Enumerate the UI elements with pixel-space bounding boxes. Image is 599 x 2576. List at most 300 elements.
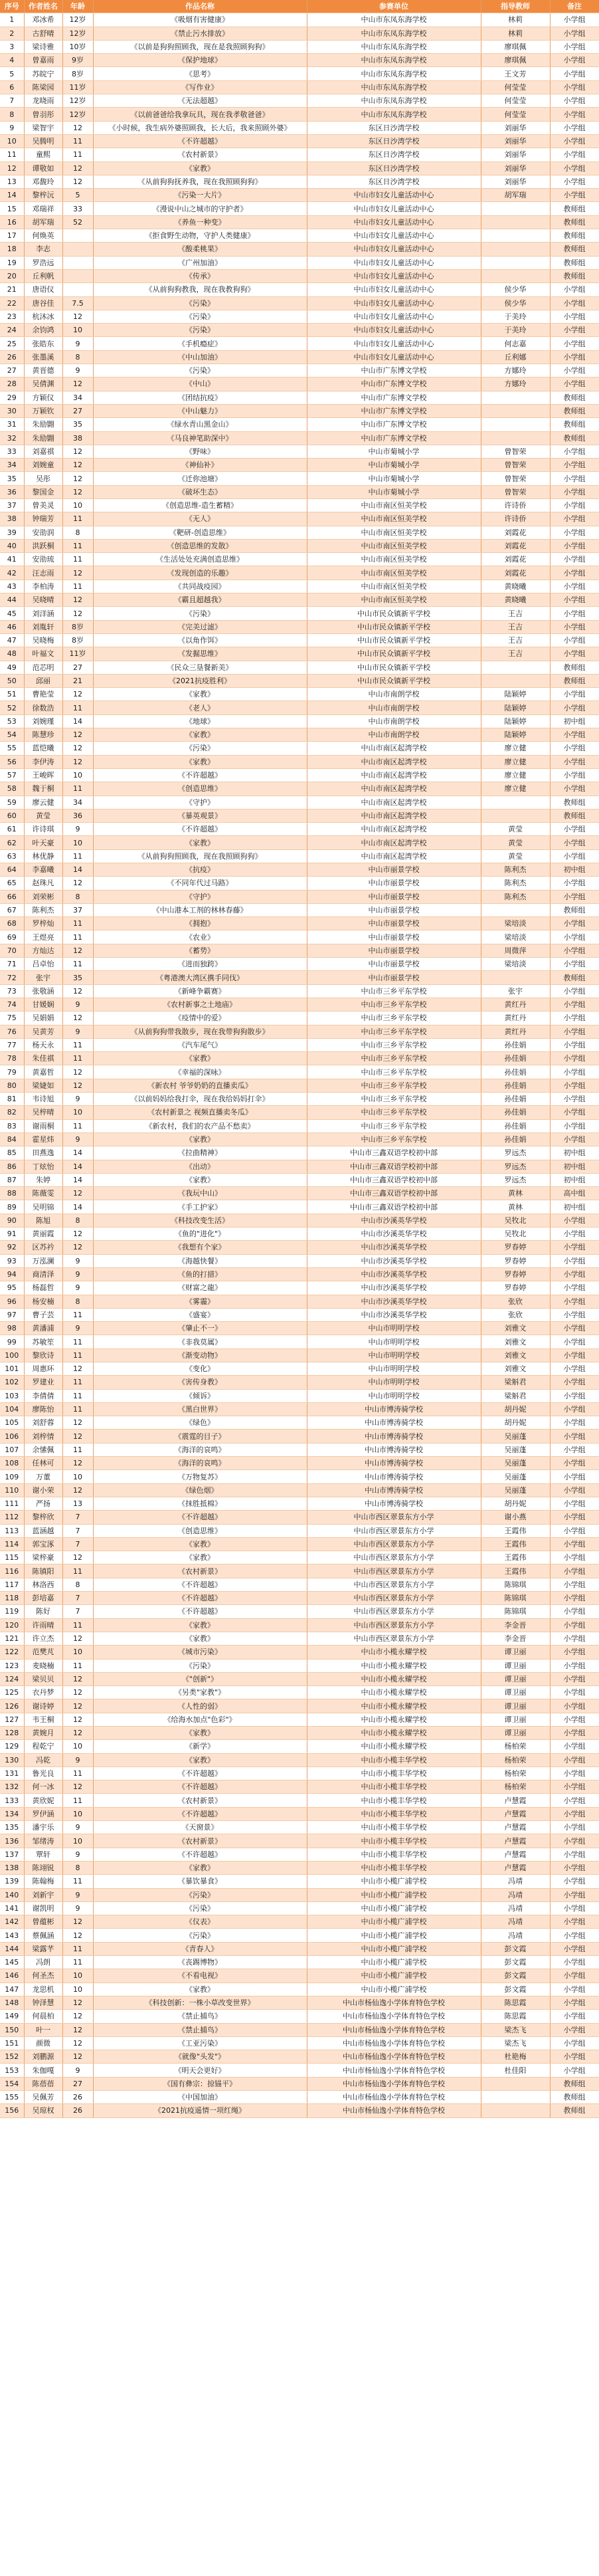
cell-index: 29 <box>0 391 24 404</box>
cell-age: 12 <box>62 593 93 607</box>
cell-age: 9 <box>62 2064 93 2077</box>
cell-teacher: 王霞伟 <box>481 1537 550 1551</box>
cell-author: 廖云健 <box>24 796 62 809</box>
cell-teacher <box>481 215 550 229</box>
cell-index: 141 <box>0 1901 24 1915</box>
cell-teacher: 胡丹妮 <box>481 1416 550 1430</box>
cell-author: 何圣杰 <box>24 1969 62 1983</box>
cell-teacher: 陆颖婷 <box>481 714 550 728</box>
cell-title: 《不许超越》 <box>93 1767 307 1780</box>
table-row <box>0 1281 599 1295</box>
cell-author: 韦诗旭 <box>24 1093 62 1106</box>
cell-age: 37 <box>62 903 93 916</box>
cell-title: 《家教》 <box>93 1632 307 1645</box>
cell-teacher <box>481 971 550 984</box>
cell-title: 《中山》 <box>93 377 307 391</box>
cell-index: 107 <box>0 1443 24 1456</box>
cell-school: 中山市南区恒美学校 <box>307 512 481 526</box>
cell-age: 9 <box>62 337 93 350</box>
cell-age: 8 <box>62 1295 93 1308</box>
cell-school: 中山市西区翠景东方小学 <box>307 1578 481 1591</box>
cell-age: 11 <box>62 539 93 552</box>
cell-note: 小学组 <box>550 1646 599 1659</box>
cell-index: 34 <box>0 459 24 472</box>
cell-teacher: 王文芳 <box>481 67 550 80</box>
table-row <box>0 1389 599 1402</box>
cell-age: 9 <box>62 1888 93 1901</box>
cell-school: 中山市东凤东海学校 <box>307 54 481 67</box>
cell-teacher: 冯靖 <box>481 1901 550 1915</box>
cell-author: 朱励翾 <box>24 431 62 445</box>
cell-school: 中山市妇女儿童活动中心 <box>307 189 481 202</box>
cell-teacher: 冯靖 <box>481 1929 550 1942</box>
cell-title: 《农业》 <box>93 930 307 944</box>
cell-title: 《守护》 <box>93 796 307 809</box>
cell-teacher: 黄莹 <box>481 836 550 849</box>
cell-age: 10 <box>62 498 93 512</box>
cell-title: 《不许超越》 <box>93 1780 307 1794</box>
cell-title: 《神仙补》 <box>93 459 307 472</box>
table-row <box>0 1524 599 1537</box>
cell-school: 中山市东凤东海学校 <box>307 108 481 121</box>
cell-age: 27 <box>62 2077 93 2090</box>
cell-author: 邓馥玲 <box>24 175 62 188</box>
cell-title: 《禁止污水排放》 <box>93 27 307 40</box>
table-row <box>0 350 599 364</box>
table-row <box>0 593 599 607</box>
cell-index: 109 <box>0 1470 24 1483</box>
cell-note: 教师组 <box>550 404 599 417</box>
cell-author: 梁梓豪 <box>24 1551 62 1564</box>
cell-author: 朱婷 <box>24 1173 62 1186</box>
cell-age: 7.5 <box>62 296 93 310</box>
cell-age: 11 <box>62 917 93 930</box>
cell-school: 中山市三乡平东学校 <box>307 984 481 998</box>
cell-index: 116 <box>0 1564 24 1578</box>
cell-author: 彭培嘉 <box>24 1592 62 1605</box>
cell-note: 小学组 <box>550 1348 599 1362</box>
cell-author: 谭敬如 <box>24 161 62 175</box>
table-row <box>0 1348 599 1362</box>
cell-title: 《暴饮暴食》 <box>93 1875 307 1888</box>
cell-author: 刘舒蓉 <box>24 1416 62 1430</box>
cell-author: 李嘉曦 <box>24 863 62 877</box>
cell-note: 小学组 <box>550 768 599 782</box>
cell-title: 《家教》 <box>93 1052 307 1065</box>
table-row <box>0 1753 599 1767</box>
cell-index: 145 <box>0 1956 24 1969</box>
cell-school: 中山市南区起湾学校 <box>307 836 481 849</box>
cell-index: 28 <box>0 377 24 391</box>
cell-note: 小学组 <box>550 633 599 647</box>
cell-title: 《出动》 <box>93 1160 307 1173</box>
cell-teacher: 杨柏荣 <box>481 1740 550 1753</box>
cell-age: 11 <box>62 1618 93 1632</box>
cell-note: 小学组 <box>550 998 599 1011</box>
cell-age: 12 <box>62 2036 93 2050</box>
cell-note: 教师组 <box>550 229 599 243</box>
cell-teacher: 卢慧霞 <box>481 1807 550 1820</box>
cell-note: 小学组 <box>550 607 599 620</box>
cell-note: 教师组 <box>550 2077 599 2090</box>
cell-title: 《手工护家》 <box>93 1200 307 1214</box>
cell-title: 《思考》 <box>93 67 307 80</box>
cell-author: 邓冰希 <box>24 13 62 27</box>
cell-age: 7 <box>62 1605 93 1618</box>
cell-age: 12 <box>62 1727 93 1740</box>
cell-school: 中山市妇女儿童活动中心 <box>307 229 481 243</box>
cell-author: 刘梓情 <box>24 1430 62 1443</box>
cell-teacher: 孙佳娟 <box>481 1132 550 1146</box>
table-row <box>0 377 599 391</box>
cell-author: 安劭润 <box>24 526 62 539</box>
cell-school: 中山市三鑫双语学校初中部 <box>307 1160 481 1173</box>
table-row <box>0 539 599 552</box>
table-row <box>0 1901 599 1915</box>
cell-school: 中山市民众镇新平学校 <box>307 607 481 620</box>
cell-note: 小学组 <box>550 1794 599 1807</box>
cell-teacher: 吴牧北 <box>481 1228 550 1241</box>
cell-index: 32 <box>0 431 24 445</box>
cell-author: 罗伊涵 <box>24 1807 62 1820</box>
cell-teacher: 谭卫丽 <box>481 1646 550 1659</box>
table-row <box>0 1618 599 1632</box>
cell-title: 《丧踢博物》 <box>93 1956 307 1969</box>
cell-note: 小学组 <box>550 67 599 80</box>
cell-teacher: 谭卫丽 <box>481 1713 550 1726</box>
cell-title: 《从前狗狗带我散步，现在我带狗狗散步》 <box>93 1025 307 1038</box>
cell-author: 唐谷佳 <box>24 296 62 310</box>
cell-title: 《农村新景之 视频直播卖冬瓜》 <box>93 1106 307 1119</box>
cell-teacher: 张宇 <box>481 984 550 998</box>
cell-author: 冯朗 <box>24 1956 62 1969</box>
cell-note: 小学组 <box>550 944 599 957</box>
cell-teacher: 卢慧霞 <box>481 1821 550 1834</box>
cell-title: 《禁止捕鸟》 <box>93 2023 307 2036</box>
cell-title: 《抹胜抵棉》 <box>93 1497 307 1510</box>
cell-age: 7 <box>62 1592 93 1605</box>
table-row <box>0 903 599 916</box>
table-row <box>0 688 599 701</box>
cell-teacher: 刘丽华 <box>481 121 550 134</box>
cell-index: 51 <box>0 688 24 701</box>
table-row <box>0 998 599 1011</box>
table-row <box>0 1012 599 1025</box>
cell-teacher <box>481 661 550 674</box>
cell-note: 小学组 <box>550 2036 599 2050</box>
cell-teacher: 陈利杰 <box>481 877 550 890</box>
table-row <box>0 742 599 755</box>
cell-author: 黎欣诗 <box>24 1348 62 1362</box>
cell-title: 《鱼的打措》 <box>93 1267 307 1281</box>
cell-teacher: 陈锦琪 <box>481 1605 550 1618</box>
cell-author: 陈翰梅 <box>24 1875 62 1888</box>
cell-index: 57 <box>0 768 24 782</box>
cell-note: 小学组 <box>550 1106 599 1119</box>
cell-teacher: 何莹莹 <box>481 108 550 121</box>
cell-teacher: 陆颖婷 <box>481 688 550 701</box>
cell-note: 小学组 <box>550 526 599 539</box>
cell-age: 12 <box>62 1632 93 1645</box>
cell-author: 丁炫怡 <box>24 1160 62 1173</box>
cell-author: 梁婕如 <box>24 1079 62 1092</box>
table-row <box>0 2104 599 2117</box>
cell-index: 143 <box>0 1929 24 1942</box>
cell-note: 小学组 <box>550 1511 599 1524</box>
cell-age: 11 <box>62 930 93 944</box>
table-row <box>0 1780 599 1794</box>
cell-note: 小学组 <box>550 134 599 148</box>
cell-note: 小学组 <box>550 189 599 202</box>
cell-title: 《害传身教》 <box>93 1376 307 1389</box>
cell-index: 92 <box>0 1241 24 1254</box>
cell-index: 114 <box>0 1537 24 1551</box>
cell-note: 小学组 <box>550 1214 599 1227</box>
cell-index: 72 <box>0 971 24 984</box>
cell-teacher: 林莉 <box>481 13 550 27</box>
cell-author: 许立杰 <box>24 1632 62 1645</box>
table-row <box>0 1052 599 1065</box>
table-row <box>0 1146 599 1160</box>
cell-school: 中山市小榄丰华学校 <box>307 1848 481 1861</box>
cell-author: 张宇 <box>24 971 62 984</box>
cell-age: 12 <box>62 1187 93 1200</box>
cell-note: 小学组 <box>550 512 599 526</box>
cell-author: 杨天永 <box>24 1038 62 1051</box>
cell-author: 梁露芊 <box>24 1942 62 1955</box>
cell-school: 中山市东凤东海学校 <box>307 80 481 94</box>
cell-note: 小学组 <box>550 1119 599 1132</box>
cell-teacher: 陈锦琪 <box>481 1578 550 1591</box>
cell-age: 9 <box>62 1093 93 1106</box>
cell-author: 吴佩芳 <box>24 2091 62 2104</box>
cell-teacher: 周微萍 <box>481 944 550 957</box>
table-row <box>0 229 599 243</box>
cell-age <box>62 283 93 296</box>
cell-author: 潘宇乐 <box>24 1821 62 1834</box>
cell-index: 115 <box>0 1551 24 1564</box>
cell-school: 中山市西区翠景东方小学 <box>307 1632 481 1645</box>
cell-title: 《财富之龍》 <box>93 1281 307 1295</box>
cell-age: 10岁 <box>62 40 93 53</box>
table-row <box>0 1956 599 1969</box>
cell-teacher: 孙佳娟 <box>481 1079 550 1092</box>
cell-school: 中山市三乡平东学校 <box>307 998 481 1011</box>
cell-title: 《科技创新：一株小草改变世界》 <box>93 1996 307 2009</box>
table-row <box>0 108 599 121</box>
cell-age: 12岁 <box>62 108 93 121</box>
cell-note: 小学组 <box>550 1956 599 1969</box>
cell-age: 11 <box>62 1119 93 1132</box>
cell-age: 8 <box>62 1861 93 1874</box>
cell-index: 152 <box>0 2050 24 2064</box>
cell-author: 汪志雨 <box>24 566 62 580</box>
cell-note: 小学组 <box>550 1551 599 1564</box>
cell-note: 小学组 <box>550 1632 599 1645</box>
cell-author: 吴黄芳 <box>24 1025 62 1038</box>
cell-note: 小学组 <box>550 1888 599 1901</box>
cell-teacher: 杜艳梅 <box>481 2050 550 2064</box>
cell-school: 中山市杨仙逸小学体育特色学校 <box>307 2036 481 2050</box>
cell-age: 9 <box>62 1132 93 1146</box>
cell-note: 小学组 <box>550 1308 599 1321</box>
cell-age: 12 <box>62 984 93 998</box>
cell-age: 11 <box>62 782 93 796</box>
cell-index: 80 <box>0 1079 24 1092</box>
cell-author: 吴娟娟 <box>24 1012 62 1025</box>
cell-school: 中山市丽景学校 <box>307 917 481 930</box>
cell-age: 35 <box>62 418 93 431</box>
cell-author: 黄潘浦 <box>24 1322 62 1335</box>
cell-note: 小学组 <box>550 1267 599 1281</box>
cell-author: 张墨溪 <box>24 350 62 364</box>
cell-note: 小学组 <box>550 2010 599 2023</box>
cell-index: 62 <box>0 836 24 849</box>
cell-teacher: 梁培淡 <box>481 958 550 971</box>
cell-age: 8 <box>62 526 93 539</box>
cell-age: 9 <box>62 1281 93 1295</box>
cell-age: 34 <box>62 796 93 809</box>
cell-note: 小学组 <box>550 1672 599 1685</box>
cell-school: 中山市妇女儿童活动中心 <box>307 269 481 282</box>
cell-age: 12 <box>62 1457 93 1470</box>
cell-note: 小学组 <box>550 1362 599 1375</box>
cell-title: 《另类"家教"》 <box>93 1686 307 1699</box>
cell-index: 49 <box>0 661 24 674</box>
cell-title: 《绿色》 <box>93 1416 307 1430</box>
cell-age: 12 <box>62 728 93 742</box>
cell-school: 中山市小榄丰华学校 <box>307 1821 481 1834</box>
cell-age: 8 <box>62 890 93 903</box>
cell-teacher: 林莉 <box>481 27 550 40</box>
cell-author: 曾羽彤 <box>24 108 62 121</box>
cell-age: 9 <box>62 1821 93 1834</box>
cell-note: 小学组 <box>550 917 599 930</box>
cell-title: 《青春人》 <box>93 1942 307 1955</box>
cell-index: 56 <box>0 755 24 768</box>
cell-age: 10 <box>62 1106 93 1119</box>
table-row <box>0 1929 599 1942</box>
cell-age: 12 <box>62 1780 93 1794</box>
cell-title: 《从前狗狗照顾我，现在我照顾狗狗》 <box>93 849 307 863</box>
table-row <box>0 1659 599 1672</box>
table-row <box>0 701 599 714</box>
cell-school: 中山市三乡平东学校 <box>307 1012 481 1025</box>
cell-teacher: 黄红丹 <box>481 1025 550 1038</box>
cell-title: 《海越快餐》 <box>93 1254 307 1267</box>
cell-author: 刘嘉祺 <box>24 445 62 458</box>
cell-note: 小学组 <box>550 1807 599 1820</box>
cell-note: 小学组 <box>550 2050 599 2064</box>
cell-teacher: 曾智荣 <box>481 445 550 458</box>
cell-author: 覃轩 <box>24 1848 62 1861</box>
cell-school: 中山市西区翠景东方小学 <box>307 1524 481 1537</box>
table-row <box>0 1969 599 1983</box>
cell-note: 小学组 <box>550 1727 599 1740</box>
cell-school: 中山市小榄广浦学校 <box>307 1956 481 1969</box>
cell-school: 中山市西区翠景东方小学 <box>307 1551 481 1564</box>
cell-index: 139 <box>0 1875 24 1888</box>
cell-author: 万董 <box>24 1470 62 1483</box>
cell-author: 吴倩渊 <box>24 377 62 391</box>
cell-index: 88 <box>0 1187 24 1200</box>
cell-school: 中山市南区恒美学校 <box>307 539 481 552</box>
cell-title: 《不许超越》 <box>93 1848 307 1861</box>
cell-note: 小学组 <box>550 1875 599 1888</box>
cell-teacher: 冯靖 <box>481 1875 550 1888</box>
cell-index: 142 <box>0 1915 24 1929</box>
cell-age: 9 <box>62 1901 93 1915</box>
table-row <box>0 1537 599 1551</box>
cell-index: 113 <box>0 1524 24 1537</box>
cell-teacher: 廖立健 <box>481 742 550 755</box>
cell-title: 《污染》 <box>93 1901 307 1915</box>
cell-author: 谢凯明 <box>24 1901 62 1915</box>
cell-teacher <box>481 256 550 269</box>
cell-school: 中山市东凤东海学校 <box>307 40 481 53</box>
cell-school: 中山市博涛骑学校 <box>307 1457 481 1470</box>
cell-author: 吕卓怡 <box>24 958 62 971</box>
cell-title: 《雾霾》 <box>93 1295 307 1308</box>
cell-school: 中山市东凤东海学校 <box>307 27 481 40</box>
cell-teacher: 曾智荣 <box>481 472 550 485</box>
cell-title: 《国有彝宗：掠锚平》 <box>93 2077 307 2090</box>
cell-title: 《中山魅力》 <box>93 404 307 417</box>
cell-age: 12 <box>62 1915 93 1929</box>
table-row <box>0 1497 599 1510</box>
cell-author: 安劭琉 <box>24 553 62 566</box>
cell-teacher: 孙佳娟 <box>481 1093 550 1106</box>
cell-index: 35 <box>0 472 24 485</box>
cell-teacher: 刘霞花 <box>481 539 550 552</box>
cell-author: 罗浩远 <box>24 256 62 269</box>
cell-school: 中山市民众镇新平学校 <box>307 661 481 674</box>
cell-teacher: 王吉 <box>481 647 550 661</box>
table-row <box>0 917 599 930</box>
cell-teacher <box>481 2077 550 2090</box>
cell-age: 26 <box>62 2104 93 2117</box>
cell-title: 《手机瘾症》 <box>93 337 307 350</box>
cell-note: 小学组 <box>550 1430 599 1443</box>
cell-school: 中山市博涛骑学校 <box>307 1443 481 1456</box>
table-row <box>0 1861 599 1874</box>
cell-age: 8岁 <box>62 67 93 80</box>
table-row <box>0 2064 599 2077</box>
cell-note: 小学组 <box>550 782 599 796</box>
table-row <box>0 1241 599 1254</box>
cell-school: 中山市西区翠景东方小学 <box>307 1564 481 1578</box>
table-row <box>0 431 599 445</box>
cell-age: 10 <box>62 1969 93 1983</box>
table-row <box>0 1727 599 1740</box>
cell-note: 小学组 <box>550 1052 599 1065</box>
cell-index: 73 <box>0 984 24 998</box>
table-row <box>0 175 599 188</box>
cell-age: 7 <box>62 1524 93 1537</box>
cell-author: 罗建业 <box>24 1376 62 1389</box>
cell-author: 钟瑞芳 <box>24 512 62 526</box>
table-row <box>0 1322 599 1335</box>
cell-author: 陈旭 <box>24 1214 62 1227</box>
cell-index: 83 <box>0 1119 24 1132</box>
cell-note: 小学组 <box>550 1848 599 1861</box>
cell-index: 120 <box>0 1618 24 1632</box>
cell-note: 教师组 <box>550 2091 599 2104</box>
cell-title: 《以前妈妈给我打伞，现在我给妈妈打伞》 <box>93 1093 307 1106</box>
table-row <box>0 1362 599 1375</box>
column-header-age: 年龄 <box>62 0 93 13</box>
table-row <box>0 512 599 526</box>
